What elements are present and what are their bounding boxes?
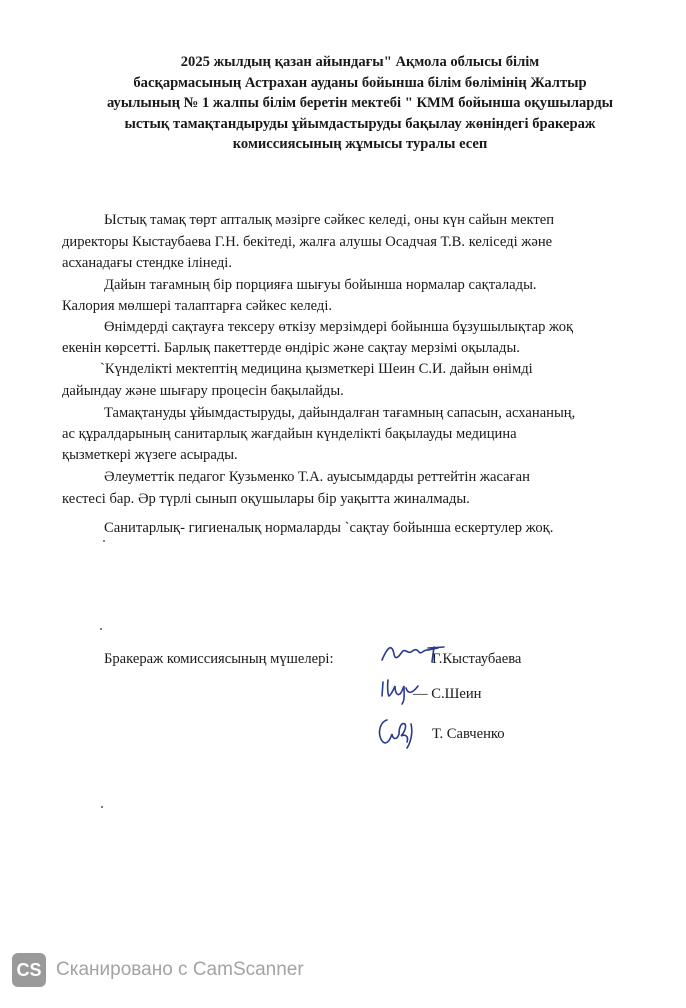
signer-name: Т. Савченко <box>432 726 505 742</box>
body-line: Әлеуметтік педагог Кузьменко Т.А. ауысымдарды реттейтін жасаған <box>104 469 530 485</box>
body-line: қызметкері жүзеге асырады. <box>62 447 238 463</box>
scanner-watermark-text: Сканировано с CamScanner <box>56 959 304 980</box>
signer-name: — С.Шеин <box>413 686 482 702</box>
scan-speck <box>100 628 102 630</box>
scan-speck <box>101 806 103 808</box>
body-line: Тамақтануды ұйымдастыруды, дайындалған тағамның сапасын, асхананың, <box>104 405 576 421</box>
body-line: Дайын тағамның бір порцияға шығуы бойынша нормалар сақталады. <box>104 277 537 293</box>
report-title <box>60 52 660 155</box>
signers-label: Бракераж комиссиясының мүшелері: <box>104 651 334 667</box>
body-line: асханадағы стендке ілінеді. <box>62 255 233 271</box>
body-line: ас құралдарының санитарлық жағдайын күнделікті бақылауды медицина <box>62 426 517 442</box>
title-line: 2025 жылдың қазан айындағы" Ақмола облысы білім <box>180 54 540 70</box>
body-line: дайындау және шығару процесін бақылайды. <box>62 383 344 399</box>
title-line: басқармасының Астрахан ауданы бойынша білім бөлімінің Жалтыр <box>133 74 587 91</box>
signer-name: Г.Кыстаубаева <box>432 651 522 667</box>
body-line: екенін көрсетті. Барлық пакеттерде өндіріс және сақтау мерзімі оқылады. <box>62 340 520 356</box>
body-line: директоры Кыстаубаева Г.Н. бекітеді, жалға алушы Осадчая Т.В. келіседі және <box>62 234 553 250</box>
title-line: ауылының № 1 жалпы білім беретін мектебі " КММ бойынша оқушыларды <box>106 95 613 111</box>
body-line: `Күнделікті мектептің медицина қызметкері Шеин С.И. дайын өнімді <box>100 361 533 377</box>
body-line: Ыстық тамақ төрт апталық мәзірге сәйкес келеді, оны күн сайын мектеп <box>104 212 555 228</box>
camscanner-logo-icon: CS <box>12 953 46 987</box>
body-line: Өнімдерді сақтауға тексеру өткізу мерзімдері бойынша бұзушылықтар жоқ <box>104 319 574 335</box>
title-line: ыстық тамақтандыруды ұйымдастыруды бақылау жөніндегі бракераж <box>124 115 596 132</box>
body-line: Калория мөлшері талаптарға сәйкес келеді. <box>62 298 333 314</box>
body-line: кестесі бар. Әр түрлі сынып оқушылары бір уақытта жиналмады. <box>62 491 470 507</box>
body-line: Санитарлық- гигиеналық нормаларды `сақтау бойынша ескертулер жоқ. <box>104 520 554 536</box>
scanner-watermark <box>0 948 400 992</box>
title-line: комиссиясының жұмысы туралы есеп <box>232 136 488 152</box>
scan-speck <box>103 540 105 542</box>
signature-savchenko <box>375 712 421 752</box>
